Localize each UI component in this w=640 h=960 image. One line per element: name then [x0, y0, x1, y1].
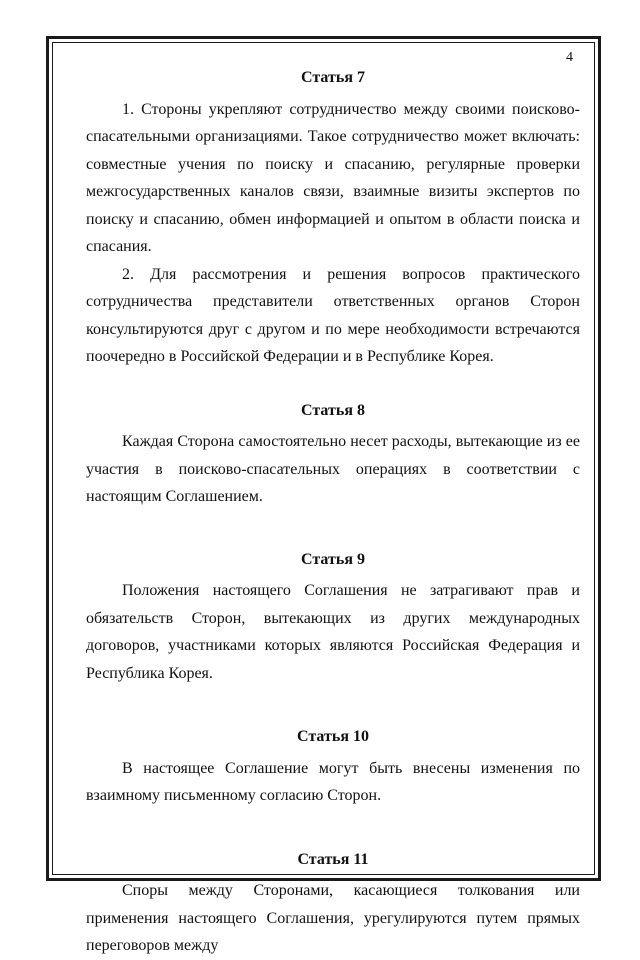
article-11 [86, 846, 580, 960]
article-paragraph: Споры между Сторонами, касающиеся толкования или применения настоящего Соглашения, урегулируются путем прямых переговоров между [86, 882, 580, 954]
article-8 [86, 397, 580, 511]
article-9 [86, 546, 580, 688]
article-paragraph: 2. Для рассмотрения и решения вопросов практического сотрудничества представители ответственных органов Сторон консультируются друг с другом и по мере необходимости встречаются поочередно в Российской Федерации и в Республике Корея. [86, 265, 580, 365]
article-paragraph: В настоящее Соглашение могут быть внесены изменения по взаимному письменному согласию Сторон. [86, 759, 580, 804]
article-10 [86, 723, 580, 810]
page-number: 4 [566, 50, 573, 65]
article-title: Статья 7 [301, 69, 365, 86]
article-paragraph: 1. Стороны укрепляют сотрудничество между своими поисково-спасательными организациями. Такое сотрудничество может включать: совместные учения по поиску и спасанию, регулярные проверки межгосударственных каналов связи, взаимные визиты экспертов по поиску и спасанию, обмен информацией и опытом в области поиска и спасания. [86, 100, 580, 255]
article-title: Статья 11 [297, 850, 369, 868]
article-title: Статья 8 [301, 401, 365, 419]
article-7 [86, 64, 580, 371]
article-paragraph: Каждая Сторона самостоятельно несет расходы, вытекающие из ее участия в поисково-спасательных операциях в соответствии с настоящим Соглашением. [86, 433, 580, 505]
article-title: Статья 10 [297, 728, 369, 745]
article-paragraph: Положения настоящего Соглашения не затрагивают прав и обязательств Сторон, вытекающих из других международных договоров, участниками которых являются Российская Федерация и Республика Корея. [86, 582, 580, 682]
document-body [86, 64, 580, 960]
article-title: Статья 9 [301, 550, 365, 568]
